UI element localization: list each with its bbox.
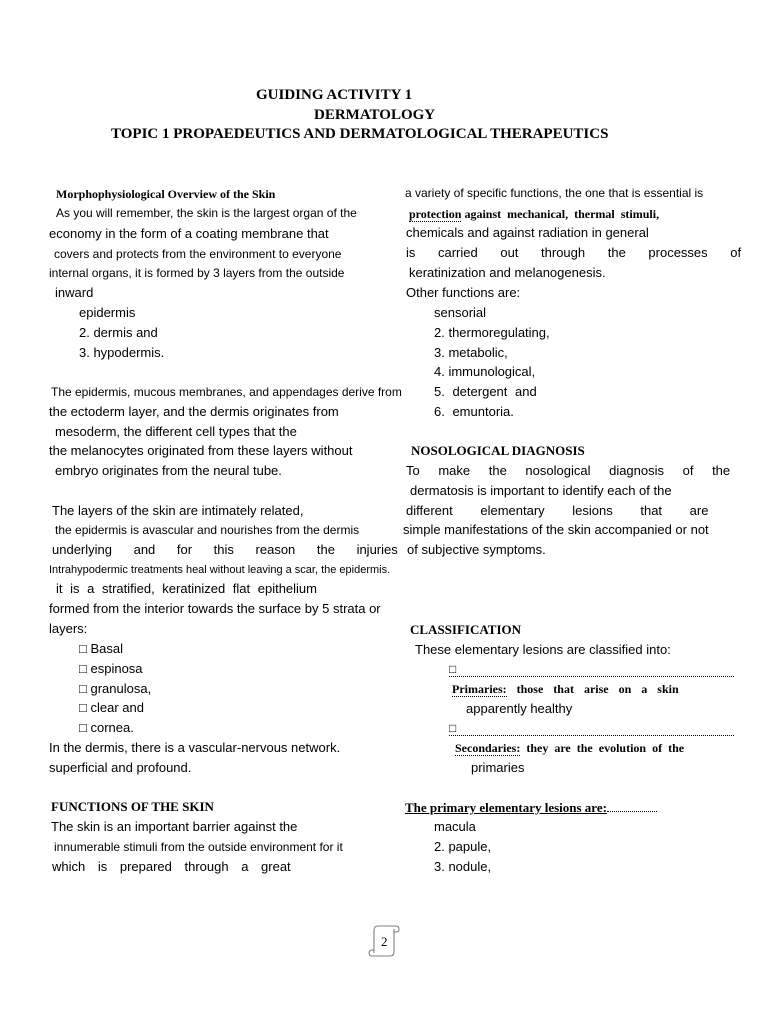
heading-activity: GUIDING ACTIVITY 1	[256, 87, 413, 103]
stratum-item: □ espinosa	[79, 661, 143, 676]
primary-lesions-title: The primary elementary lesions are:	[405, 799, 657, 816]
function-item-6: 6. emuntoria.	[434, 404, 514, 419]
layers-line-4: Intrahypodermic treatments heal without leaving a scar, the epidermis.	[49, 564, 391, 576]
right-line-5: keratinization and melanogenesis.	[409, 265, 606, 280]
overview-line-5: inward	[55, 285, 94, 300]
layers-line-2: the epidermis is avascular and nourishes from the dermis	[55, 523, 360, 537]
function-item-5: 5. detergent and	[434, 384, 537, 399]
dermis-line-2: superficial and profound.	[49, 760, 192, 775]
bullet-icon: □	[79, 720, 87, 735]
layer-item-2: 2. dermis and	[79, 325, 158, 340]
lesion-item-1: macula	[434, 819, 476, 834]
right-line-1: a variety of specific functions, the one that is essential is	[405, 186, 704, 200]
origin-line-1: The epidermis, mucous membranes, and appendages derive from	[51, 385, 402, 399]
nosological-line-4: simple manifestations of the skin accompanied or not	[403, 522, 709, 537]
bullet-icon: □	[449, 662, 457, 676]
stratum-item: □ Basal	[79, 641, 124, 656]
dermis-line-1: In the dermis, there is a vascular-nervous network.	[49, 740, 341, 755]
functions-line-2: innumerable stimuli from the outside environment for it	[54, 840, 343, 854]
bullet-icon: □	[79, 700, 87, 715]
stratum-item: □ cornea.	[79, 720, 134, 735]
overview-title: Morphophysiological Overview of the Skin	[56, 187, 276, 201]
primaries-label: Primaries:	[452, 682, 507, 696]
stratum-item: □ granulosa,	[79, 681, 152, 696]
right-line-3: chemicals and against radiation in general	[406, 225, 649, 240]
origin-line-3: mesoderm, the different cell types that the	[55, 424, 297, 439]
function-item-4: 4. immunological,	[434, 364, 536, 379]
functions-line-1: The skin is an important barrier against the	[51, 819, 298, 834]
layers-line-5: it is a stratified, keratinized flat epithelium	[56, 581, 317, 596]
nosological-line-1: To make the nosological diagnosis of the	[406, 463, 731, 478]
origin-line-5: embryo originates from the neural tube.	[55, 463, 282, 478]
page-number: 2	[381, 934, 388, 949]
function-item-2: 2. thermoregulating,	[434, 325, 550, 340]
primaries-line-2: apparently healthy	[466, 701, 573, 716]
classification-title: CLASSIFICATION	[410, 622, 522, 637]
lesion-item-3: 3. nodule,	[434, 859, 492, 874]
bullet-icon: □	[79, 681, 87, 696]
overview-line-1: As you will remember, the skin is the largest organ of the	[56, 206, 357, 220]
overview-line-3: covers and protects from the environment to everyone	[54, 247, 342, 261]
layers-line-1: The layers of the skin are intimately related,	[52, 503, 304, 518]
lesion-item-2: 2. papule,	[434, 839, 492, 854]
layers-line-3: underlying and for this reason the injuries	[52, 542, 398, 557]
overview-line-2: economy in the form of a coating membrane that	[49, 226, 329, 241]
function-item-3: 3. metabolic,	[434, 345, 508, 360]
nosological-line-5: of subjective symptoms.	[407, 542, 546, 557]
origin-line-4: the melanocytes originated from these layers without	[49, 443, 353, 458]
heading-topic: TOPIC 1 PROPAEDEUTICS AND DERMATOLOGICAL THERAPEUTICS	[111, 126, 609, 142]
page-number-badge	[368, 924, 400, 958]
heading-subject: DERMATOLOGY	[314, 107, 436, 123]
primaries-bullet-line	[449, 661, 734, 677]
secondaries-label: Secondaries:	[455, 741, 521, 755]
right-line-2: protection against mechanical, thermal stimuli,	[409, 207, 660, 221]
layers-line-6: formed from the interior towards the surface by 5 strata or	[49, 601, 381, 616]
layer-item-3: 3. hypodermis.	[79, 345, 165, 360]
bullet-icon: □	[79, 661, 87, 676]
nosological-line-3: different elementary lesions that are	[406, 503, 709, 518]
layer-item-1: epidermis	[79, 305, 136, 320]
overview-line-4: internal organs, it is formed by 3 layers from the outside	[49, 266, 345, 280]
function-item-1: sensorial	[434, 305, 487, 320]
right-line-4: is carried out through the processes of	[406, 245, 742, 260]
secondaries-bullet-line	[449, 720, 734, 736]
origin-line-2: the ectoderm layer, and the dermis originates from	[49, 404, 339, 419]
bullet-icon: □	[79, 641, 87, 656]
bullet-icon: □	[449, 721, 457, 735]
nosological-line-2: dermatosis is important to identify each of the	[410, 483, 672, 498]
stratum-item: □ clear and	[79, 700, 144, 715]
secondaries-line-2: primaries	[471, 760, 525, 775]
layers-line-7: layers:	[49, 621, 88, 636]
nosological-title: NOSOLOGICAL DIAGNOSIS	[411, 443, 585, 458]
functions-line-3: which is prepared through a great	[52, 859, 291, 874]
functions-title: FUNCTIONS OF THE SKIN	[51, 799, 214, 814]
right-line-6: Other functions are:	[406, 285, 521, 300]
classification-intro: These elementary lesions are classified into:	[415, 642, 671, 657]
primaries-line: Primaries: those that arise on a skin	[452, 682, 679, 696]
protection-term: protection	[409, 207, 462, 221]
secondaries-line: Secondaries: they are the evolution of the	[455, 741, 685, 755]
